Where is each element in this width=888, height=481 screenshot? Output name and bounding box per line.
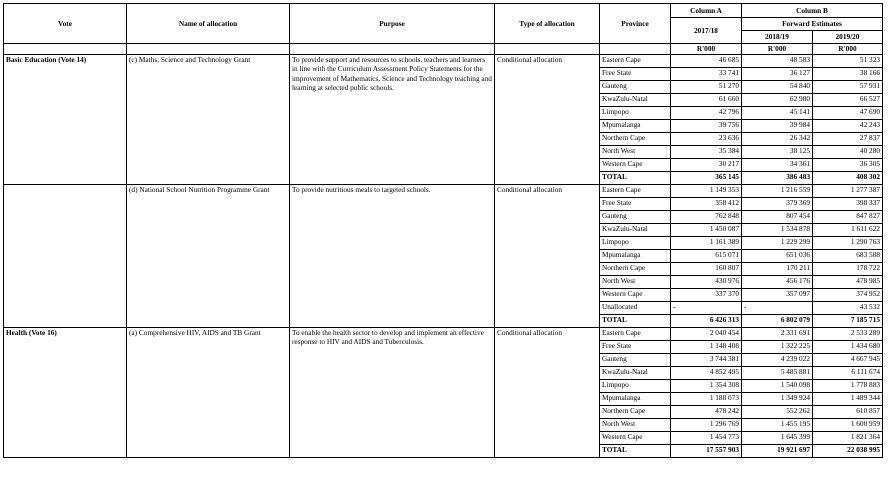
total-2019-20: 408 302 bbox=[813, 172, 883, 185]
amount-2019-20: 1 778 883 bbox=[813, 380, 883, 393]
province-cell: Western Cape bbox=[600, 159, 671, 172]
province-cell: North West bbox=[600, 419, 671, 432]
amount-2018-19: 170 211 bbox=[742, 263, 813, 276]
amount-2018-19: 62 980 bbox=[742, 94, 813, 107]
total-2017-18: 17 557 903 bbox=[671, 445, 742, 458]
province-cell: Mpumalanga bbox=[600, 250, 671, 263]
amount-2018-19: 2 331 691 bbox=[742, 328, 813, 341]
unit-label: R'000 bbox=[671, 44, 742, 55]
table-row bbox=[4, 185, 883, 198]
amount-2019-20: 4 667 945 bbox=[813, 354, 883, 367]
amount-2017-18: 3 744 381 bbox=[671, 354, 742, 367]
total-label: TOTAL bbox=[600, 445, 671, 458]
purpose-cell: To provide support and resources to schools, teachers and learners in line with the Curriculum Assessment Policy Statements for the improvement of Mathematics, Science and Technology teaching and learning at selected public schools. bbox=[290, 55, 495, 185]
allocation-name-cell: (c) Maths, Science and Technology Grant bbox=[127, 55, 290, 185]
unit-label: R'000 bbox=[813, 44, 883, 55]
amount-2017-18: 478 242 bbox=[671, 406, 742, 419]
header-forward-estimates: Forward Estimates bbox=[742, 18, 883, 31]
amount-2018-19: 39 984 bbox=[742, 120, 813, 133]
total-label: TOTAL bbox=[600, 172, 671, 185]
amount-2017-18: 1 161 389 bbox=[671, 237, 742, 250]
amount-2019-20: 2 533 289 bbox=[813, 328, 883, 341]
unit-blank-cell bbox=[495, 44, 600, 55]
province-cell: Eastern Cape bbox=[600, 328, 671, 341]
amount-2018-19: 5 485 881 bbox=[742, 367, 813, 380]
unit-blank-cell bbox=[600, 44, 671, 55]
province-cell: Free State bbox=[600, 198, 671, 211]
amount-2017-18: 61 660 bbox=[671, 94, 742, 107]
amount-2017-18: 33 741 bbox=[671, 68, 742, 81]
amount-2017-18: 1 149 353 bbox=[671, 185, 742, 198]
amount-2018-19: 651 036 bbox=[742, 250, 813, 263]
amount-2019-20: 27 837 bbox=[813, 133, 883, 146]
province-cell: KwaZulu-Natal bbox=[600, 367, 671, 380]
amount-2019-20: 42 243 bbox=[813, 120, 883, 133]
allocation-name-cell: (a) Comprehensive HIV, AIDS and TB Grant bbox=[127, 328, 290, 458]
header-type-of-allocation: Type of allocation bbox=[495, 4, 600, 44]
total-2017-18: 6 426 313 bbox=[671, 315, 742, 328]
amount-2018-19: 1 455 195 bbox=[742, 419, 813, 432]
vote-cell: Health (Vote 16) bbox=[4, 328, 127, 458]
amount-2017-18: 762 848 bbox=[671, 211, 742, 224]
province-cell: Gauteng bbox=[600, 354, 671, 367]
amount-2019-20: 1 611 622 bbox=[813, 224, 883, 237]
amount-2017-18: 430 976 bbox=[671, 276, 742, 289]
amount-2018-19: 26 342 bbox=[742, 133, 813, 146]
amount-2019-20: 398 337 bbox=[813, 198, 883, 211]
total-2017-18: 365 145 bbox=[671, 172, 742, 185]
amount-2017-18: 1 188 073 bbox=[671, 393, 742, 406]
header-year-2019-20: 2019/20 bbox=[813, 31, 883, 44]
province-cell: Limpopo bbox=[600, 237, 671, 250]
allocation-table bbox=[3, 3, 883, 458]
amount-2019-20: 374 952 bbox=[813, 289, 883, 302]
amount-2019-20: 478 985 bbox=[813, 276, 883, 289]
amount-2018-19: 807 454 bbox=[742, 211, 813, 224]
amount-2017-18: 1 354 308 bbox=[671, 380, 742, 393]
amount-2017-18: 39 756 bbox=[671, 120, 742, 133]
total-2018-19: 6 802 079 bbox=[742, 315, 813, 328]
province-cell: KwaZulu-Natal bbox=[600, 224, 671, 237]
header-year-2017-18: 2017/18 bbox=[671, 18, 742, 44]
amount-2018-19: 1 322 225 bbox=[742, 341, 813, 354]
allocation-type-cell: Conditional allocation bbox=[495, 328, 600, 458]
total-2019-20: 7 185 715 bbox=[813, 315, 883, 328]
amount-2019-20: 47 690 bbox=[813, 107, 883, 120]
vote-cell bbox=[4, 185, 127, 328]
header-vote: Vote bbox=[4, 4, 127, 44]
amount-2018-19: 379 369 bbox=[742, 198, 813, 211]
amount-2019-20: 43 532 bbox=[813, 302, 883, 315]
amount-2019-20: 847 827 bbox=[813, 211, 883, 224]
amount-2019-20: 1 434 680 bbox=[813, 341, 883, 354]
header-column-a: Column A bbox=[671, 4, 742, 18]
amount-2017-18: 1 296 769 bbox=[671, 419, 742, 432]
amount-2017-18: 30 217 bbox=[671, 159, 742, 172]
amount-2017-18: 35 384 bbox=[671, 146, 742, 159]
amount-2019-20: 1 600 959 bbox=[813, 419, 883, 432]
amount-2018-19: 54 840 bbox=[742, 81, 813, 94]
total-2018-19: 19 921 697 bbox=[742, 445, 813, 458]
amount-2017-18: 46 685 bbox=[671, 55, 742, 68]
allocation-body bbox=[4, 44, 883, 458]
unit-row bbox=[4, 44, 883, 55]
total-2018-19: 386 483 bbox=[742, 172, 813, 185]
amount-2017-18: 615 071 bbox=[671, 250, 742, 263]
amount-2019-20: 610 857 bbox=[813, 406, 883, 419]
table-row bbox=[4, 328, 883, 341]
amount-2019-20: 51 323 bbox=[813, 55, 883, 68]
allocation-name-cell: (d) National School Nutrition Programme Grant bbox=[127, 185, 290, 328]
province-cell: Eastern Cape bbox=[600, 185, 671, 198]
amount-2019-20: 178 722 bbox=[813, 263, 883, 276]
province-cell: Mpumalanga bbox=[600, 393, 671, 406]
province-cell: Limpopo bbox=[600, 380, 671, 393]
province-cell: Gauteng bbox=[600, 81, 671, 94]
unit-blank-cell bbox=[290, 44, 495, 55]
province-cell: Unallocated bbox=[600, 302, 671, 315]
amount-2018-19: 1 645 399 bbox=[742, 432, 813, 445]
amount-2017-18: 337 370 bbox=[671, 289, 742, 302]
amount-2019-20: 66 527 bbox=[813, 94, 883, 107]
purpose-cell: To enable the health sector to develop and implement an effective response to HIV and AIDS and Tuberculosis. bbox=[290, 328, 495, 458]
amount-2018-19: 1 216 559 bbox=[742, 185, 813, 198]
amount-2018-19: 4 239 022 bbox=[742, 354, 813, 367]
amount-2018-19: 357 097 bbox=[742, 289, 813, 302]
province-cell: Northern Cape bbox=[600, 263, 671, 276]
amount-2019-20: 6 111 674 bbox=[813, 367, 883, 380]
total-label: TOTAL bbox=[600, 315, 671, 328]
province-cell: KwaZulu-Natal bbox=[600, 94, 671, 107]
amount-2018-19: 48 583 bbox=[742, 55, 813, 68]
province-cell: Limpopo bbox=[600, 107, 671, 120]
province-cell: Northern Cape bbox=[600, 406, 671, 419]
province-cell: Mpumalanga bbox=[600, 120, 671, 133]
amount-2019-20: 683 588 bbox=[813, 250, 883, 263]
amount-2019-20: 40 280 bbox=[813, 146, 883, 159]
province-cell: Eastern Cape bbox=[600, 55, 671, 68]
amount-2017-18: 2 040 454 bbox=[671, 328, 742, 341]
amount-2018-19: 552 262 bbox=[742, 406, 813, 419]
amount-2017-18: 1 450 087 bbox=[671, 224, 742, 237]
header-name-of-allocation: Name of allocation bbox=[127, 4, 290, 44]
unit-label: R'000 bbox=[742, 44, 813, 55]
header-province: Province bbox=[600, 4, 671, 44]
province-cell: North West bbox=[600, 146, 671, 159]
header-column-b: Column B bbox=[742, 4, 883, 18]
amount-2019-20: 1 489 344 bbox=[813, 393, 883, 406]
amount-2019-20: 57 931 bbox=[813, 81, 883, 94]
total-2019-20: 22 038 995 bbox=[813, 445, 883, 458]
amount-2018-19: 1 534 878 bbox=[742, 224, 813, 237]
amount-2018-19: 456 176 bbox=[742, 276, 813, 289]
amount-2018-19: - bbox=[742, 302, 813, 315]
header-purpose: Purpose bbox=[290, 4, 495, 44]
amount-2019-20: 1 821 364 bbox=[813, 432, 883, 445]
amount-2018-19: 1 229 299 bbox=[742, 237, 813, 250]
purpose-cell: To provide nutritious meals to targeted schools. bbox=[290, 185, 495, 328]
amount-2017-18: 160 807 bbox=[671, 263, 742, 276]
province-cell: North West bbox=[600, 276, 671, 289]
province-cell: Northern Cape bbox=[600, 133, 671, 146]
allocation-type-cell: Conditional allocation bbox=[495, 55, 600, 185]
unit-blank-cell bbox=[127, 44, 290, 55]
allocation-type-cell: Conditional allocation bbox=[495, 185, 600, 328]
amount-2017-18: 23 636 bbox=[671, 133, 742, 146]
amount-2018-19: 45 141 bbox=[742, 107, 813, 120]
province-cell: Free State bbox=[600, 341, 671, 354]
province-cell: Western Cape bbox=[600, 289, 671, 302]
table-row bbox=[4, 55, 883, 68]
amount-2017-18: 4 852 495 bbox=[671, 367, 742, 380]
amount-2017-18: 358 412 bbox=[671, 198, 742, 211]
unit-blank-cell bbox=[4, 44, 127, 55]
province-cell: Free State bbox=[600, 68, 671, 81]
province-cell: Western Cape bbox=[600, 432, 671, 445]
amount-2019-20: 1 290 763 bbox=[813, 237, 883, 250]
amount-2019-20: 38 166 bbox=[813, 68, 883, 81]
amount-2018-19: 36 127 bbox=[742, 68, 813, 81]
amount-2018-19: 1 540 098 bbox=[742, 380, 813, 393]
header-year-2018-19: 2018/19 bbox=[742, 31, 813, 44]
amount-2017-18: 51 270 bbox=[671, 81, 742, 94]
province-cell: Gauteng bbox=[600, 211, 671, 224]
amount-2019-20: 36 305 bbox=[813, 159, 883, 172]
amount-2019-20: 1 277 387 bbox=[813, 185, 883, 198]
amount-2017-18: 42 796 bbox=[671, 107, 742, 120]
amount-2017-18: - bbox=[671, 302, 742, 315]
amount-2017-18: 1 454 773 bbox=[671, 432, 742, 445]
amount-2017-18: 1 148 408 bbox=[671, 341, 742, 354]
vote-cell: Basic Education (Vote 14) bbox=[4, 55, 127, 185]
amount-2018-19: 34 361 bbox=[742, 159, 813, 172]
amount-2018-19: 38 125 bbox=[742, 146, 813, 159]
amount-2018-19: 1 349 924 bbox=[742, 393, 813, 406]
